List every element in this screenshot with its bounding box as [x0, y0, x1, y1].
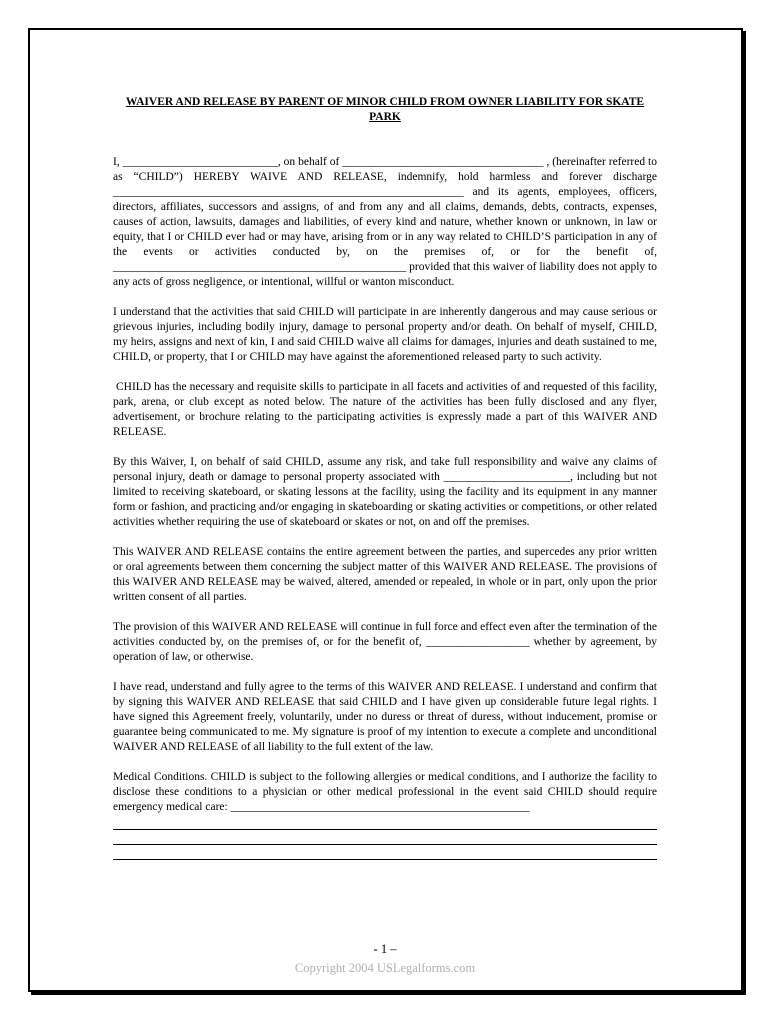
document-body	[113, 155, 657, 860]
paragraph-risk-understanding: I understand that the activities that said CHILD will participate in are inherently dangerous and may cause serious or grievous injuries, including bodily injury, damage to personal property and/or death. On behalf of myself, CHILD, my heirs, assigns and next of kin, I and said CHILD waive all claims for damages, injuries and death sustained to me, CHILD, or property, that I or CHILD may have against the aforementioned released party to such activity.	[113, 306, 657, 363]
medical-conditions-line[interactable]	[113, 815, 657, 830]
paragraph-entire-agreement: This WAIVER AND RELEASE contains the entire agreement between the parties, and supercedes any prior written or oral agreements between them concerning the subject matter of this WAIVER AND RELEASE. The provisions of this WAIVER AND RELEASE may be waived, altered, amended or repealed, in whole or in part, only upon the prior written consent of all parties.	[113, 546, 657, 603]
paragraph-medical-conditions: Medical Conditions. CHILD is subject to the following allergies or medical conditions, and I authorize the facility to disclose these conditions to a physician or other medical professional in the event said CHILD should require emergency medical care: ____________________________________________________	[113, 771, 657, 813]
document-title: WAIVER AND RELEASE BY PARENT OF MINOR CHILD FROM OWNER LIABILITY FOR SKATE PARK	[125, 96, 645, 123]
paragraph-acknowledgement: I have read, understand and fully agree to the terms of this WAIVER AND RELEASE. I understand and confirm that by signing this WAIVER AND RELEASE that said CHILD and I have given up considerable future legal rights. I have signed this Agreement freely, voluntarily, under no duress or threat of duress, without inducement, promise or guarantee being communicated to me. My signature is proof of my intention to execute a complete and unconditional WAIVER AND RELEASE of all liability to the full extent of the law.	[113, 681, 657, 753]
paragraph-child-skills: CHILD has the necessary and requisite skills to participate in all facets and activities of and requested of this facility, park, arena, or club except as noted below. The nature of the activities has been fully disclosed and any flyer, advertisement, or brochure relating to the participating activities is expressly made a part of this WAIVER AND RELEASE.	[113, 381, 657, 438]
medical-conditions-line[interactable]	[113, 845, 657, 860]
page-number: - 1 –	[373, 942, 397, 956]
copyright-notice: Copyright 2004 USLegalforms.com	[294, 961, 476, 975]
paragraph-continuation: The provision of this WAIVER AND RELEASE will continue in full force and effect even after the termination of the activities conducted by, on the premises of, or for the benefit of, __________________ whether by agreement, by operation of law, or otherwise.	[113, 621, 657, 663]
medical-conditions-line[interactable]	[113, 830, 657, 845]
paragraph-waiver: I, ___________________________, on behalf of ___________________________________ , (hereinafter referred to as “CHILD”) HEREBY WAIVE AND RELEASE, indemnify, hold harmless and forever discharge _____________________________________________________________ and its agents, employees, officers, directors, affiliates, successors and assigns, of and from any and all claims, demands, debts, contracts, expenses, causes of action, lawsuits, damages and liabilities, of every kind and nature, whether known or unknown, in law or equity, that I or CHILD ever had or may have, arising from or in any way related to CHILD’S participation in any of the events or activities conducted by, on the premises of, or for the benefit of, ___________________________________________________ provided that this waiver of liability does not apply to any acts of gross negligence, or intentional, willful or wanton misconduct.	[113, 156, 657, 288]
paragraph-assume-risk: By this Waiver, I, on behalf of said CHILD, assume any risk, and take full responsibility and waive any claims of personal injury, death or damage to personal property associated with ______________________, including but not limited to receiving skateboard, or skating lessons at the facility, using the facility and its equipment in any manner form or fashion, and practicing and/or engaging in skateboarding or skating activities or competitions, or other related activities whether requiring the use of skateboard or skates or not, on and off the premises.	[113, 456, 657, 528]
